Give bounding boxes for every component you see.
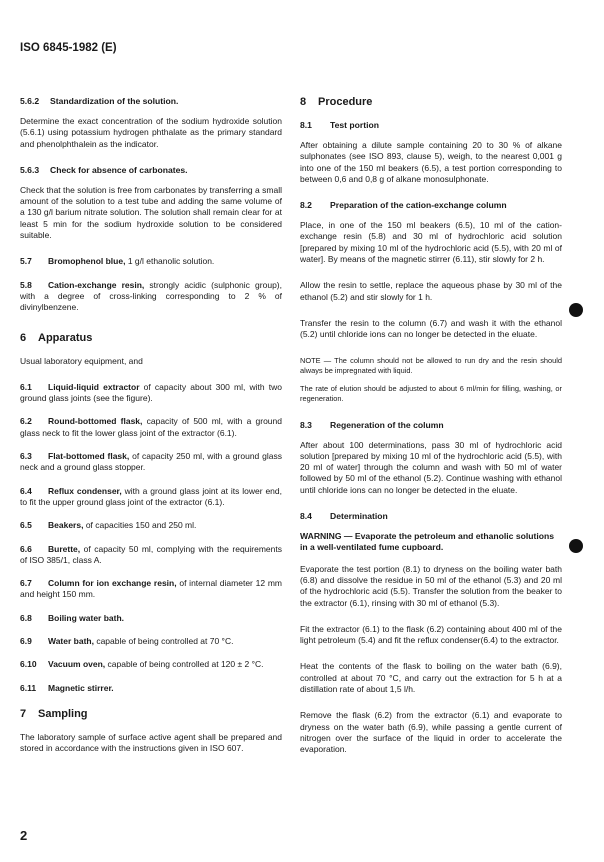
section-8-1-text: After obtaining a dilute sample containing 20 to 30 % of alkane sulphonates (see ISO 893, clause 5), weigh, to the nearest 0,001 g into one of the 150 ml beakers (6.5), a test portion corresponding to between 0,6 and 0,8 g of alkane monosulphonate. [300, 140, 562, 184]
apparatus-item: 6.11 Magnetic stirrer. [20, 682, 114, 693]
section-5-6-3-text: Check that the solution is free from carbonates by transferring a small amount of the solution to a test tube and adding the same volume of a 130 g/l barium nitrate solution. The solution shall remain clear for at least 5 min for the sodium hydroxide solution to be considered suitable. [20, 184, 282, 241]
section-5-6-3-heading: 5.6.3 Check for absence of carbonates. [20, 164, 188, 175]
section-8-2-note: NOTE — The column should not be allowed to run dry and the resin should always be impregnated with liquid. [300, 355, 562, 375]
section-8-4-para-3: Heat the contents of the flask to boiling on the water bath (6.9), controlled at about 70 °C, and carry out the extraction for 5 h at a distillation rate of about 1,5 l/h. [300, 661, 562, 695]
apparatus-item: 6.7 Column for ion exchange resin, of internal diameter 12 mm and height 150 mm. [20, 578, 282, 600]
section-8-4-para-4: Remove the flask (6.2) from the extractor (6.1) and evaporate to dryness on the water bath (6.9), while passing a gentle current of nitrogen over the surface of the liquid in order to accelerate the evaporation. [300, 710, 562, 755]
apparatus-item: 6.2 Round-bottomed flask, capacity of 500 ml, with a ground glass neck to fit the lower glass joint of the extractor (6.1). [20, 416, 282, 438]
apparatus-item: 6.8 Boiling water bath. [20, 612, 125, 623]
section-8-2-elution-note: The rate of elution should be adjusted to about 6 ml/min for filling, washing, or regeneration. [300, 383, 562, 403]
section-8-4-para-2: Fit the extractor (6.1) to the flask (6.2) containing about 400 ml of the light petroleum (5.4) and fit the reflux condenser(6.4) to the extractor. [300, 623, 562, 646]
apparatus-item: 6.5 Beakers, of capacities 150 and 250 ml. [20, 520, 197, 531]
section-8-1-heading: 8.1 Test portion [300, 120, 380, 130]
left-column [20, 96, 282, 770]
section-8-2-para-2: Allow the resin to settle, replace the aqueous phase by 30 ml of the ethanol (5.2) and stir slowly for 1 h. [300, 280, 562, 302]
apparatus-item: 6.3 Flat-bottomed flask, of capacity 250 ml, with a ground glass neck and a ground glass stopper. [20, 451, 282, 473]
section-8-heading: 8 Procedure [300, 96, 373, 108]
section-6-heading: 6 Apparatus [20, 331, 93, 344]
punch-hole-top [569, 303, 583, 317]
section-6-text: Usual laboratory equipment, and [20, 355, 143, 366]
section-5-6-2-text: Determine the exact concentration of the sodium hydroxide solution (5.6.1) using potassium hydrogen phthalate as the primary standard and phenolphthalein as the indicator. [20, 116, 282, 149]
section-8-3-heading: 8.3 Regeneration of the column [300, 419, 444, 430]
section-8-4-heading: 8.4 Determination [300, 511, 388, 522]
warning-text: WARNING — Evaporate the petroleum and ethanolic solutions in a well-ventilated fume cupboard. [300, 531, 555, 553]
right-column [300, 96, 562, 771]
section-7-text: The laboratory sample of surface active agent shall be prepared and stored in accordance with the instructions given in ISO 607. [20, 731, 282, 754]
page-number: 2 [20, 828, 28, 843]
section-5-7: 5.7 Bromophenol blue, 1 g/l ethanolic solution. [20, 256, 215, 267]
apparatus-item: 6.10 Vacuum oven, capable of being controlled at 120 ± 2 °C. [20, 659, 264, 670]
apparatus-item: 6.1 Liquid-liquid extractor of capacity about 300 ml, with two ground glass joints (see the figure). [20, 381, 282, 404]
punch-hole-bottom [569, 539, 583, 553]
section-8-2-heading: 8.2 Preparation of the cation-exchange column [300, 200, 507, 211]
section-8-2-para-3: Transfer the resin to the column (6.7) and wash it with the ethanol (5.2) until chloride ions can no longer be detected in the eluate. [300, 317, 562, 340]
section-7-heading: 7 Sampling [20, 707, 88, 720]
section-5-6-2-heading: 5.6.2 Standardization of the solution. [20, 96, 179, 106]
apparatus-item: 6.9 Water bath, capable of being controlled at 70 °C. [20, 636, 234, 647]
section-5-8: 5.8 Cation-exchange resin, strongly acidic (sulphonic group), with a degree of cross-linking corresponding to 2 % of divinylbenzene. [20, 279, 282, 313]
apparatus-list [20, 382, 282, 694]
document-header: ISO 6845-1982 (E) [20, 42, 117, 54]
apparatus-item: 6.4 Reflux condenser, with a ground glass joint at its lower end, to fit the upper ground glass joint of the extractor (6.1). [20, 485, 282, 507]
section-8-2-para-1: Place, in one of the 150 ml beakers (6.5), 10 ml of the cation-exchange resin (5.8) and 30 ml of hydrochloric acid solution [prepared by mixing 10 ml of the hydrochloric acid (5.5), with 20 ml of water]. By means of the magnetic stirrer (6.11), stir slowly for 2 h. [300, 220, 562, 265]
section-8-4-para-1: Evaporate the test portion (8.1) to dryness on the boiling water bath (6.8) and dissolve the residue in 50 ml of the ethanol (5.3) and 20 ml of the hydrochloric acid (5.5). Transfer the solution from the beaker to the extractor (6.1), rinsing with 30 ml of ethanol (5.3). [300, 563, 562, 608]
section-8-3-text: After about 100 determinations, pass 30 ml of hydrochloric acid solution [prepared by mixing 10 ml of the hydrochloric acid (5.5), with 20 ml of water] through the column and wash with 50 ml of water followed by 50 ml of the ethanol (5.2). Continue washing with ethanol until chloride ions can no longer be detected in the eluate. [300, 439, 562, 495]
apparatus-item: 6.6 Burette, of capacity 50 ml, complying with the requirements of ISO 385/1, class A. [20, 543, 282, 565]
